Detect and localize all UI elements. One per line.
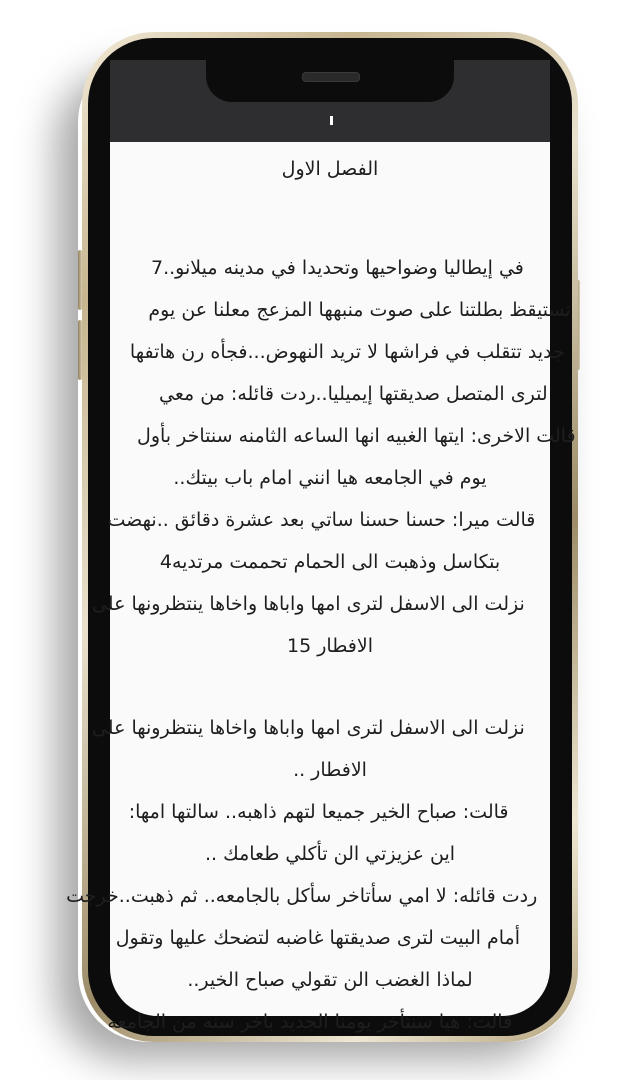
status-bar bbox=[110, 60, 550, 142]
phone-frame bbox=[66, 32, 578, 1042]
text-line: قالت: هيا سنتأخر يومنا الجديد باخر سنه من الجامعه bbox=[107, 1011, 513, 1033]
phone-body bbox=[66, 38, 576, 1036]
text-line: قالت ميرا: حسنا حسنا ساتي بعد عشرة دقائق ..نهضت bbox=[107, 509, 536, 531]
text-line: أمام البيت لترى صديقتها غاضبه لتضحك عليها وتقول bbox=[115, 927, 521, 949]
text-line: قالت الاخرى: ايتها الغبيه انها الساعه الثامنه سنتاخر بأول bbox=[137, 425, 576, 447]
status-indicator-icon bbox=[330, 116, 333, 125]
text-line: لماذا الغضب الن تقولي صباح الخير.. bbox=[187, 969, 473, 991]
text-line: نزلت الى الاسفل لترى امها واباها واخاها ينتظرونها على bbox=[91, 593, 525, 615]
text-line: ردت قائله: لا امي سأتاخر سأكل بالجامعه.. ثم ذهبت..خرجت bbox=[66, 885, 538, 907]
text-line: يوم في الجامعه هيا انني امام باب بيتك.. bbox=[173, 467, 487, 489]
text-line: بتكاسل وذهبت الى الحمام تحممت مرتديه4 bbox=[159, 551, 501, 573]
text-line: تستيقظ بطلتنا على صوت منبهها المزعج معلنا عن يوم bbox=[148, 299, 571, 321]
text-line: في إيطاليا وضواحيها وتحديدا في مدينه ميلانو..7 bbox=[151, 257, 524, 279]
text-line: جديد تتقلب في فراشها لا تريد النهوض...فجأه رن هاتفها bbox=[129, 341, 565, 363]
phone-screen bbox=[66, 60, 576, 1033]
text-line: الافطار 15 bbox=[287, 635, 373, 657]
text-line: قالت: صباح الخير جميعا لتهم ذاهبه.. سالتها امها: bbox=[128, 801, 509, 823]
text-line: الافطار .. bbox=[293, 759, 367, 781]
text-line: اين عزيزتي الن تأكلي طعامك .. bbox=[204, 843, 456, 865]
chapter-content[interactable] bbox=[66, 142, 576, 1033]
speaker-icon bbox=[302, 72, 360, 82]
text-line: نزلت الى الاسفل لترى امها واباها واخاها ينتظرونها على bbox=[91, 717, 525, 739]
chapter-title: الفصل الاول bbox=[281, 158, 379, 180]
text-line: لترى المتصل صديقتها إيميليا..ردت قائله: من معي bbox=[159, 383, 548, 405]
notch bbox=[206, 60, 454, 102]
